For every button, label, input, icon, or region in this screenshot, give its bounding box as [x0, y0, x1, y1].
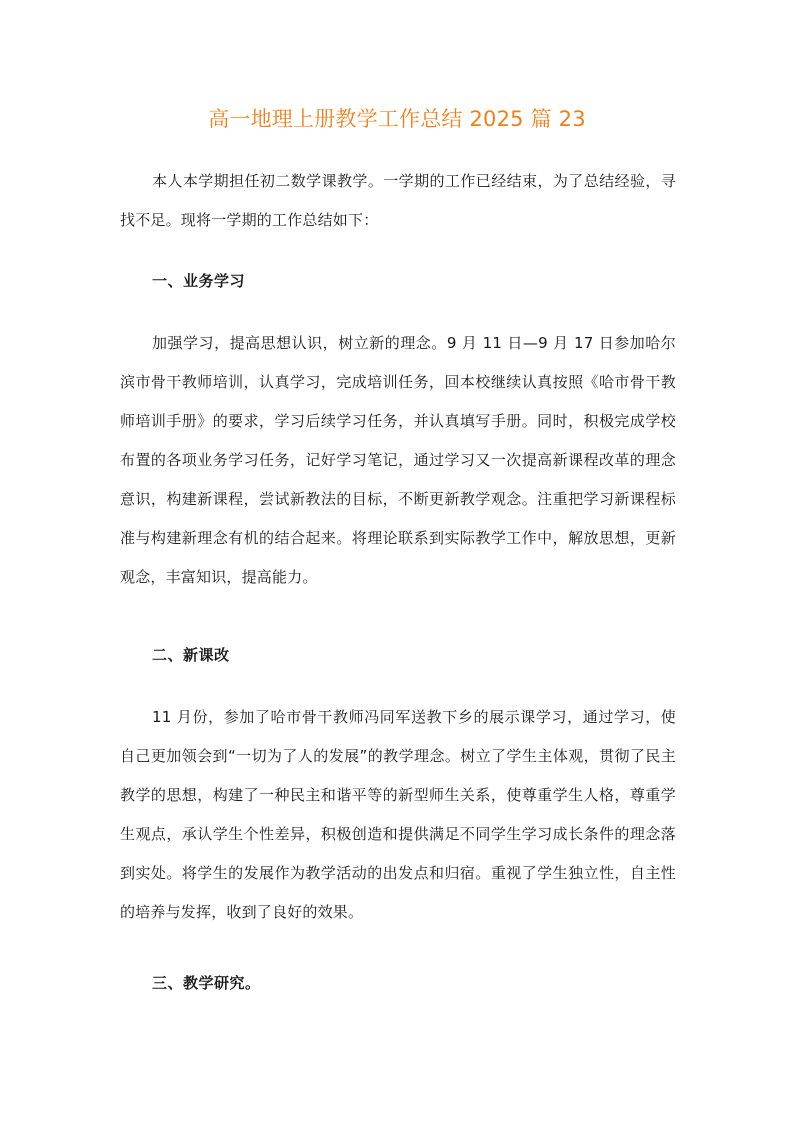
section-heading-new-curriculum: 二、新课改 [152, 646, 230, 664]
intro-paragraph: 本人本学期担任初二数学课教学。一学期的工作已经结束，为了总结经验，寻找不足。现将一学期的工作总结如下： [120, 172, 676, 229]
section-paragraph-new-curriculum: 11 月份，参加了哈市骨干教师冯同军送教下乡的展示课学习，通过学习，使自己更加领会到“一切为了人的发展”的教学理念。树立了学生主体观，贯彻了民主教学的思想，构建了一种民主和谐平等的新型师生关系，使尊重学生人格，尊重学生观点，承认学生个性差异，积极创造和提供满足不同学生学习成长条件的理念落到实处。将学生的发展作为教学活动的出发点和归宿。重视了学生独立性，自主性的培养与发挥，收到了良好的效果。 [120, 708, 676, 921]
section-heading-teaching-research: 三、教学研究。 [152, 974, 261, 992]
document-title: 高一地理上册教学工作总结 2025 篇 23 [208, 107, 586, 131]
section-paragraph-business-study: 加强学习，提高思想认识，树立新的理念。9 月 11 日—9 月 17 日参加哈尔滨市骨干教师培训，认真学习，完成培训任务，回本校继续认真按照《哈市骨干教师培训手册》的要求，学习后续学习任务，并认真填写手册。同时，积极完成学校布置的各项业务学习任务，记好学习笔记，通过学习又一次提高新课程改革的理念意识，构建新课程，尝试新教法的目标，不断更新教学观念。注重把学习新课程标准与构建新理念有机的结合起来。将理论联系到实际教学工作中，解放思想，更新观念，丰富知识，提高能力。 [120, 334, 676, 586]
section-heading-business-study: 一、业务学习 [152, 272, 246, 290]
